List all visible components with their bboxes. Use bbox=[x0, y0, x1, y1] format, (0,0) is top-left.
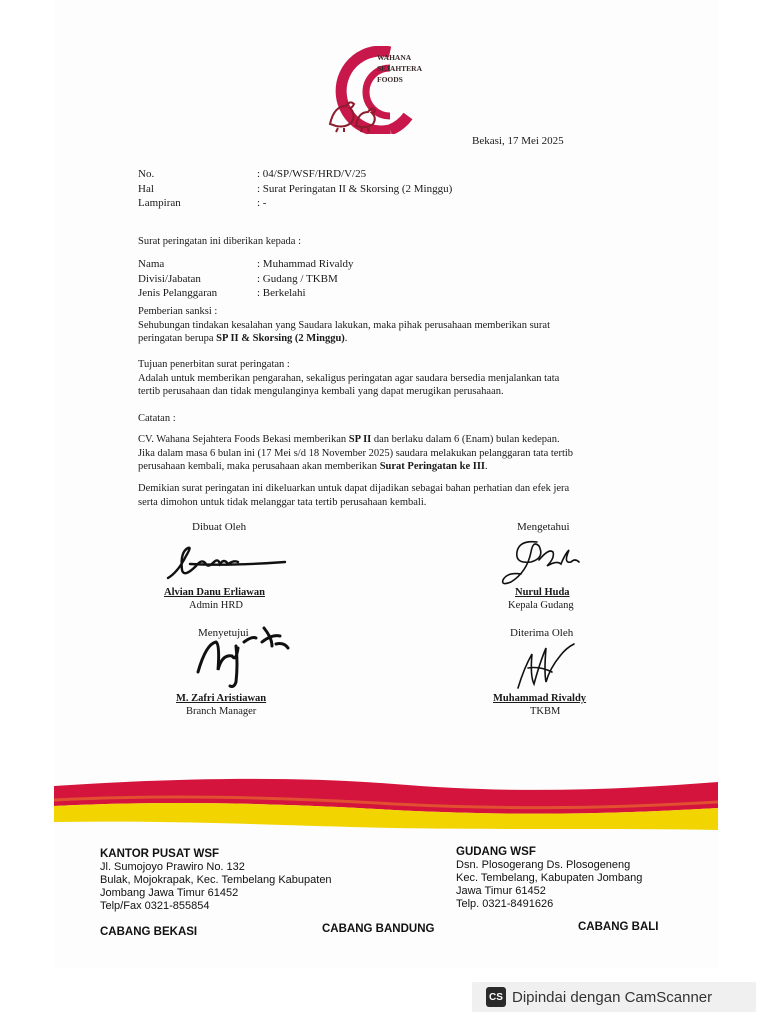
address-line: Jawa Timur 61452 bbox=[456, 885, 546, 897]
received-by-name: Muhammad Rivaldy bbox=[493, 693, 587, 704]
meta-label: Lampiran bbox=[138, 197, 181, 209]
letter-date: Bekasi, 17 Mei 2025 bbox=[472, 135, 564, 147]
camscanner-text: Dipindai dengan CamScanner bbox=[512, 988, 713, 1006]
sanction-heading: Pemberian sanksi : bbox=[138, 306, 218, 317]
notes-line bbox=[138, 433, 638, 447]
closing-section bbox=[138, 482, 638, 509]
bold-run: SP II & Skorsing (2 Minggu) bbox=[216, 333, 345, 344]
signature-alvian bbox=[160, 540, 290, 586]
known-by-role: Kepala Gudang bbox=[508, 600, 574, 611]
recipient-value: : Berkelahi bbox=[257, 287, 306, 299]
closing-line: Demikian surat peringatan ini dikeluarkan untuk dapat dijadikan sebagai bahan perhatian dan efek jera bbox=[138, 483, 570, 494]
text-run: dan berlaku dalam 6 (Enam) bulan kedepan. bbox=[371, 434, 560, 445]
recipient-label: Divisi/Jabatan bbox=[138, 272, 201, 285]
address-line: Bulak, Mojokrapak, Kec. Tembelang Kabupaten bbox=[100, 874, 332, 886]
recipient-row bbox=[138, 257, 354, 272]
bold-run: Surat Peringatan ke III bbox=[379, 461, 485, 472]
signature-rivaldy bbox=[510, 640, 580, 696]
made-by-role: Admin HRD bbox=[189, 600, 243, 611]
made-by-label: Dibuat Oleh bbox=[192, 521, 247, 533]
meta-label: No. bbox=[138, 168, 155, 180]
meta-value: : Surat Peringatan II & Skorsing (2 Minggu) bbox=[257, 182, 453, 195]
signature-nurul bbox=[497, 532, 587, 588]
recipient-value: : Muhammad Rivaldy bbox=[257, 258, 354, 270]
intro-text: Surat peringatan ini diberikan kepada : bbox=[138, 236, 301, 247]
sanction-line bbox=[138, 332, 638, 346]
recipient-row bbox=[138, 272, 354, 287]
notes-heading: Catatan : bbox=[138, 413, 176, 424]
phone-line: Telp/Fax 0321-855854 bbox=[100, 900, 210, 912]
branch-bali: CABANG BALI bbox=[578, 921, 659, 933]
recipient-label: Nama bbox=[138, 258, 165, 270]
meta-row bbox=[138, 182, 452, 197]
purpose-line: tertib perusahaan dan tidak mengulanginya kembali yang dapat merugikan perusahaan. bbox=[138, 386, 504, 397]
warehouse-info bbox=[456, 846, 642, 911]
received-by-role: TKBM bbox=[530, 706, 561, 717]
meta-row bbox=[138, 167, 452, 182]
address-line: Kec. Tembelang, Kabupaten Jombang bbox=[456, 872, 643, 884]
purpose-heading: Tujuan penerbitan surat peringatan : bbox=[138, 359, 290, 370]
text-run: . bbox=[485, 461, 488, 472]
known-by-label: Mengetahui bbox=[517, 521, 570, 533]
received-by-label: Diterima Oleh bbox=[510, 627, 574, 639]
recipient-info bbox=[138, 257, 354, 301]
text-run: . bbox=[344, 333, 348, 344]
logo-line: FOODS bbox=[377, 75, 403, 84]
logo-wordmark bbox=[377, 52, 422, 85]
sanction-section bbox=[138, 305, 638, 346]
known-by-name: Nurul Huda bbox=[515, 587, 570, 598]
sanction-line: Sehubungan tindakan kesalahan yang Saudara lakukan, maka pihak perusahaan memberikan surat bbox=[138, 319, 550, 331]
head-office-info bbox=[100, 848, 332, 913]
recipient-value: : Gudang / TKBM bbox=[257, 272, 338, 285]
camscanner-watermark bbox=[472, 982, 756, 1012]
approved-by-name: M. Zafri Aristiawan bbox=[176, 693, 267, 704]
warehouse-title: GUDANG WSF bbox=[456, 846, 536, 858]
made-by-name: Alvian Danu Erliawan bbox=[164, 587, 265, 598]
branch-bekasi: CABANG BEKASI bbox=[100, 926, 198, 938]
branch-bandung: CABANG BANDUNG bbox=[322, 923, 435, 935]
phone-line: Telp. 0321-8491626 bbox=[456, 898, 554, 910]
notes-section bbox=[138, 433, 638, 474]
purpose-line: Adalah untuk memberikan pengarahan, sekaligus peringatan agar saudara bersedia menjalankan tata bbox=[138, 372, 560, 384]
address-line: Dsn. Plosogerang Ds. Plosogeneng bbox=[456, 859, 631, 871]
text-run: perusahaan kembali, maka perusahaan akan memberikan bbox=[138, 461, 380, 472]
approved-by-role: Branch Manager bbox=[186, 706, 257, 717]
meta-row bbox=[138, 196, 452, 211]
closing-line: serta dimohon untuk tidak melanggar tata tertib perusahaan kembali. bbox=[138, 496, 427, 508]
bold-run: SP II bbox=[348, 434, 372, 445]
head-office-title: KANTOR PUSAT WSF bbox=[100, 848, 220, 860]
logo-line: WAHANA bbox=[377, 53, 412, 62]
text-run: CV. Wahana Sejahtera Foods Bekasi memberikan bbox=[138, 434, 349, 445]
meta-label: Hal bbox=[138, 182, 154, 195]
address-line: Jombang Jawa Timur 61452 bbox=[100, 887, 239, 899]
signature-zafri bbox=[192, 624, 304, 690]
notes-line bbox=[138, 460, 638, 474]
recipient-label: Jenis Pelanggaran bbox=[138, 287, 218, 299]
letter-meta bbox=[138, 167, 452, 211]
address-line: Jl. Sumojoyo Prawiro No. 132 bbox=[100, 861, 245, 873]
text-run: peringatan berupa bbox=[138, 333, 217, 344]
footer-stripe bbox=[54, 770, 718, 842]
notes-line: Jika dalam masa 6 bulan ini (17 Mei s/d 18 November 2025) saudara melakukan pelanggaran tata tertib bbox=[138, 447, 574, 459]
meta-value: : 04/SP/WSF/HRD/V/25 bbox=[257, 168, 367, 180]
logo-line: SEJAHTERA bbox=[377, 64, 423, 73]
recipient-row bbox=[138, 286, 354, 301]
purpose-section bbox=[138, 358, 638, 399]
camscanner-icon: CS bbox=[486, 987, 506, 1007]
approved-by-label: Menyetujui bbox=[198, 627, 249, 639]
meta-value: : - bbox=[257, 197, 267, 209]
